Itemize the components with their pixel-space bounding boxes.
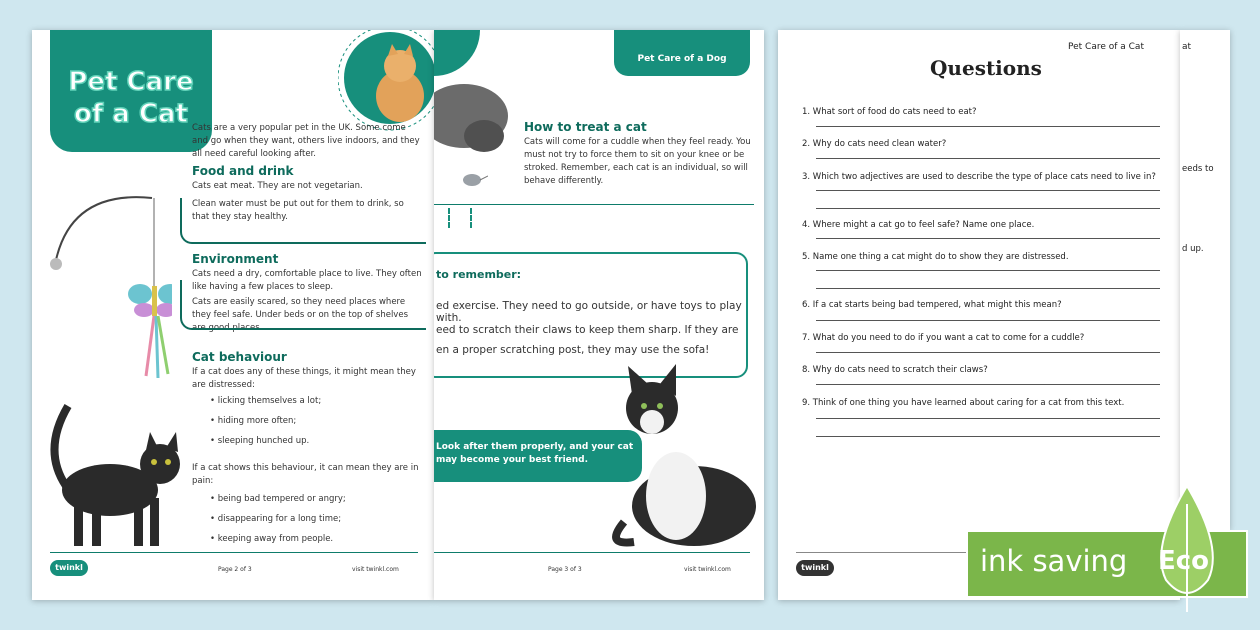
dog-banner [614, 30, 750, 76]
answer-line [816, 190, 1160, 191]
questions-header: Pet Care of a Cat [1068, 42, 1144, 52]
question-3: 3. Which two adjectives are used to describe the type of place cats need to live in? [802, 172, 1156, 182]
page-number: Page 2 of 3 [218, 566, 252, 573]
remember-title: to remember: [436, 268, 522, 281]
dashed-connector [448, 208, 450, 228]
pain-bullet: • being bad tempered or angry; [210, 494, 346, 504]
eco-label: Eco [1158, 546, 1210, 576]
food-text-2: Clean water must be put out for them to drink, so that they stay healthy. [192, 199, 404, 222]
environment-heading: Environment [192, 252, 279, 266]
page4-fragment: at [1182, 42, 1192, 52]
answer-line [816, 208, 1160, 209]
intro-text: Cats are a very popular pet in the UK. Some come and go when they want, others live indoors, and they all need careful looking after. [192, 123, 420, 159]
answer-line [816, 288, 1160, 289]
answer-line [816, 238, 1160, 239]
remember-text-2a: eed to scratch their claws to keep them sharp. If they are [436, 324, 739, 336]
answer-line [816, 158, 1160, 159]
page4-fragment: eeds to [1182, 164, 1214, 174]
pain-bullet: • keeping away from people. [210, 534, 334, 544]
question-2: 2. Why do cats need clean water? [802, 139, 947, 149]
remember-text-1: ed exercise. They need to go outside, or have toys to play with. [436, 300, 742, 324]
worksheet-page-2 [434, 30, 764, 600]
sleeping-cat-illustration [434, 60, 514, 156]
dashed-connector [470, 208, 472, 228]
question-1: 1. What sort of food do cats need to eat? [802, 107, 977, 117]
cat-toy-illustration [42, 190, 172, 390]
footer-rule [50, 552, 418, 553]
behaviour-bullet: • licking themselves a lot; [210, 396, 322, 406]
section-bracket [180, 280, 426, 330]
black-white-cat-illustration [604, 356, 764, 556]
page4-fragment: d up. [1182, 244, 1204, 254]
twinkl-logo: twinkl [50, 560, 88, 576]
pain-bullet: • disappearing for a long time; [210, 514, 342, 524]
friend-text-b: may become your best friend. [436, 455, 589, 465]
answer-line [816, 418, 1160, 419]
mouse-toy-icon [458, 170, 488, 190]
remember-text-2b: en a proper scratching post, they may use the sofa! [436, 344, 710, 356]
behaviour-heading: Cat behaviour [192, 350, 287, 364]
behaviour-bullet: • sleeping hunched up. [210, 436, 310, 446]
visit-link: visit twinkl.com [684, 566, 731, 573]
behaviour-bullet: • hiding more often; [210, 416, 297, 426]
worksheet-page-1 [32, 30, 434, 600]
question-4: 4. Where might a cat go to feel safe? Name one place. [802, 220, 1035, 230]
visit-link: visit twinkl.com [352, 566, 399, 573]
food-text-1: Cats eat meat. They are not vegetarian. [192, 181, 363, 191]
answer-line [816, 270, 1160, 271]
question-5: 5. Name one thing a cat might do to show they are distressed. [802, 252, 1069, 262]
footer-rule [434, 552, 750, 553]
answer-line [816, 436, 1160, 437]
divider-rule [434, 204, 754, 205]
answer-line [816, 384, 1160, 385]
environment-text-1: Cats need a dry, comfortable place to live. They often like having a few places to sleep. [192, 269, 422, 292]
answer-line [816, 320, 1160, 321]
ink-saving-text: ink saving [980, 544, 1128, 578]
page-title: Pet Care of a Cat [68, 67, 194, 129]
behaviour-text-2: If a cat shows this behaviour, it can mean they are in pain: [192, 463, 419, 486]
question-9: 9. Think of one thing you have learned about caring for a cat from this text. [802, 398, 1125, 408]
question-8: 8. Why do cats need to scratch their claws? [802, 365, 988, 375]
cat-photo-circle [338, 30, 434, 132]
behaviour-text-1: If a cat does any of these things, it might mean they are distressed: [192, 367, 416, 390]
food-heading: Food and drink [192, 164, 294, 178]
environment-text-2: Cats are easily scared, so they need places where they feel safe. Under beds or on the top of shelves are good places. [192, 297, 408, 333]
section-bracket [180, 198, 426, 244]
black-cat-illustration [38, 390, 188, 550]
worksheet-page-3 [778, 30, 1180, 600]
page-number: Page 3 of 3 [548, 566, 582, 573]
dog-banner-text: Pet Care of a Dog [637, 54, 727, 64]
treat-heading: How to treat a cat [524, 120, 647, 134]
friend-text-a: Look after them properly, and your cat [436, 442, 634, 452]
treat-text: Cats will come for a cuddle when they feel ready. You must not try to force them to sit on your knee or be stroked. Remember, each cat is an individual, so will behave differently. [524, 137, 751, 186]
answer-line [816, 352, 1160, 353]
question-7: 7. What do you need to do if you want a cat to come for a cuddle? [802, 333, 1085, 343]
question-6: 6. If a cat starts being bad tempered, what might this mean? [802, 300, 1062, 310]
twinkl-logo: twinkl [796, 560, 834, 576]
worksheet-page-4 [1180, 30, 1230, 530]
answer-line [816, 126, 1160, 127]
questions-title: Questions [930, 56, 1042, 80]
